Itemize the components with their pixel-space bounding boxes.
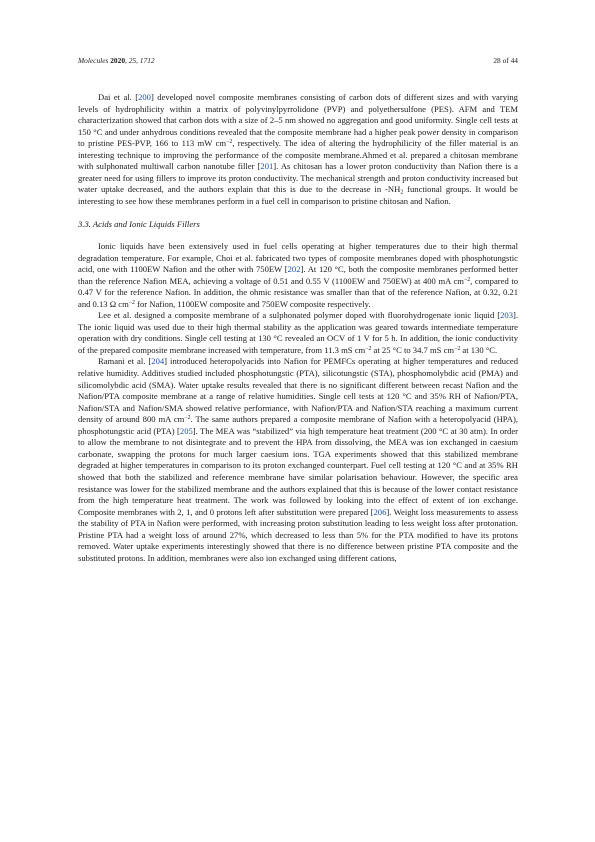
text-run: Ramani et al. [ xyxy=(98,356,152,367)
text-run: functional groups. It would be interesting to see how these membranes perform in a fuel cell in comparison to pristine chitosan and Nafion. xyxy=(78,184,518,206)
journal-citation xyxy=(78,56,155,65)
text-run: ]. The MEA was “stabilized” via high temperature heat treatment (200 °C at 30 atm). In order to allow the membrane to not disintegrate and to prevent the HPA from dissolving, the MEA was ion exchanged in caesium carbonate, swapping the protons for much larger caesium ions. TGA experiments showed that this stabilized membrane degraded at higher temperatures in comparison to its proton exchanged counterpart. Fuel cell testing at 120 °C and at 35% RH showed that both the stabilized and reference membrane have similar polarisation behaviour. However, the specific area resistance was lower for the stabilized membrane and the authors explained that this is because of the lower contact resistance from the high temperature heat treatment. The work was followed by looking into the effect of extent of ion exchange. Composite membranes with 2, 1, and 0 protons left after substitution were prepared [ xyxy=(78,425,518,517)
superscript: −2 xyxy=(454,345,461,352)
text-run: for Nafion, 1100EW composite and 750EW composite respectively. xyxy=(134,298,371,309)
superscript: −2 xyxy=(365,345,372,352)
citation-link[interactable]: 200 xyxy=(138,92,151,102)
paragraph-ramani xyxy=(78,356,518,564)
citation-link[interactable]: 205 xyxy=(179,425,193,436)
citation-link[interactable]: 203 xyxy=(500,310,513,321)
paragraph-choi xyxy=(78,241,518,310)
text-run: ]. At 120 °C, both the composite membranes performed better than the reference Nafion MEA, achieving a voltage of 0.51 and 0.55 V (1100EW and 750EW) at 400 mA cm xyxy=(78,264,518,286)
text-run: Ionic liquids have been extensively used in fuel cells operating at higher temperatures due to their high thermal degradation temperature. For example, Choi et al. fabricated two types of composite membranes doped with phosphotungstic acid, one with 1100EW Nafion and the other with 750EW [ xyxy=(78,241,518,275)
running-header xyxy=(78,56,518,68)
paragraph-dai xyxy=(78,92,518,207)
text-run: , respectively. The idea of altering the hydrophilicity of the filler material is an interesting technique to improving the performance of the composite membrane.Ahmed et al. prepared a chitosan membrane with sulphonated multiwall carbon nanotube filler [ xyxy=(78,138,519,172)
paragraph-lee xyxy=(78,310,518,356)
text-run: at 25 °C to 34.7 mS cm xyxy=(371,344,455,355)
citation-link[interactable]: 204 xyxy=(151,356,165,367)
superscript: −2 xyxy=(463,276,471,283)
citation-link[interactable]: 202 xyxy=(287,264,301,275)
text-run: Dai et al. [ xyxy=(98,92,139,102)
text-run: Lee et al. designed a composite membrane of a sulphonated polymer doped with fluorohydrogenate ionic liquid [ xyxy=(98,310,501,321)
citation-link[interactable]: 201 xyxy=(260,161,274,172)
journal-volume: , 25, 1712 xyxy=(125,56,155,65)
superscript: −2 xyxy=(128,299,135,306)
text-run: ] introduced heteropolyacids into Nafion for PEMFCs operating at higher temperatures and reduced relative humidity. Additives studied included phosphotungstic (PTA), silicotungstic (STA), phosphomolybdic acid (PMA) and silicomolybdic acid (SMA). Water uptake results revealed that there is no significant different between recast Nafion and the Nafion/PTA composite membrane at a range of relative humidities. Single cell tests at 120 °C and 35% RH of Nafion/PTA, Nafion/STA and Nafion/SMA showed relative performance, with Nafion/PTA and Nafion/STA reaching a maximum current density of around 800 mA cm xyxy=(78,356,519,425)
text-run: . The same authors prepared a composite membrane of Nafion with a heteropolyacid (HPA), phosphotungstic acid (PTA) [ xyxy=(78,414,518,436)
journal-name: Molecules xyxy=(78,56,109,65)
section-heading: 3.3. Acids and Ionic Liquids Fillers xyxy=(78,219,200,230)
journal-year: 2020 xyxy=(110,56,126,65)
text-run: , compared to 0.47 V for the reference Nafion. In addition, the ohmic resistance was smaller than that of the reference Nafion, at 0.32, 0.21 and 0.13 Ω cm xyxy=(78,275,519,309)
subscript: 2 xyxy=(400,189,404,196)
superscript: −2 xyxy=(226,139,233,146)
superscript: −2 xyxy=(184,415,191,422)
text-run: ] developed novel composite membranes consisting of carbon dots of different sizes and with varying levels of hydrophilicity within a matrix of polyvinylpyrrolidone (PVP) and polyethersulfone (PES). AFM and TEM characterization showed that carbon dots with a size of 2–5 nm showed no aggregation and good uniformity. Single cell tests at 150 °C and under anhydrous conditions revealed that the composite membrane had a higher peak power density in comparison to pristine PES-PVP, 166 to 113 mW cm xyxy=(78,92,518,149)
text-run: ]. As chitosan has a lower proton conductivity than Nafion there is a greater need for using fillers to improve its proton conductivity. The mechanical strength and proton conductivity increased but water uptake decreased, and the authors explain that this is due to the decrease in -NH xyxy=(78,161,518,195)
citation-link[interactable]: 206 xyxy=(373,506,387,517)
page-number: 28 of 44 xyxy=(493,56,518,65)
text-run: ]. The ionic liquid was used due to their high thermal stability as the application was geared towards intermediate temperature operation with dry conditions. Single cell testing at 130 °C revealed an OCV of 1 V for 5 h. In addition, the ionic conductivity of the prepared composite membrane increased with temperature, from 11.3 mS cm xyxy=(78,310,518,355)
text-run: ]. Weight loss measurements to assess the stability of PTA in Nafion were performed, with increasing proton substitution leading to less weight loss after protonation. Pristine PTA had a weight loss of around 27%, which decreased to less than 5% for the PTA modified to have its protons removed. Water uptake experiments interestingly showed that there is no difference between pristine PTA composite and the substituted protons. In addition, membranes were also ion exchanged using different cations, xyxy=(78,506,518,563)
text-run: at 130 °C. xyxy=(460,344,498,355)
article-body xyxy=(78,92,518,564)
